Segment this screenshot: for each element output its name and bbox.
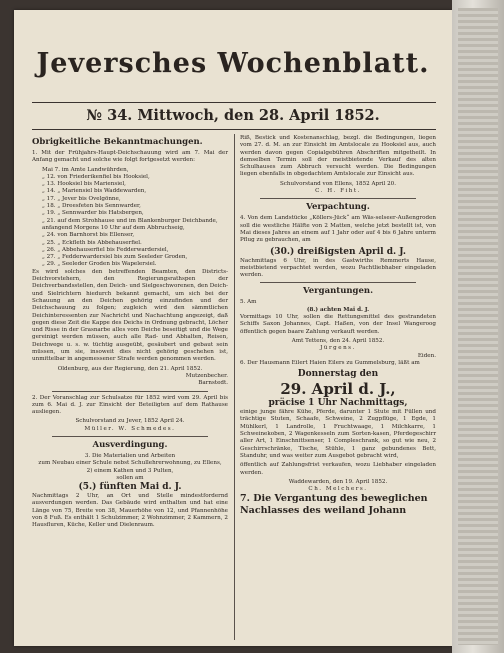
paragraph: 4. Von dem Landstücke „Köllers-Jück“ am Wäs-selseer-Außengroden soll die westliche Hälfte von 2 Matten, welche jetzt bestellt ist, von Mai dieses Jahres an einem auf 1 Jahr oder auf 4 bis 6 Jahre unterm Pflug zu gebrauchen, am	[240, 215, 436, 244]
divider	[52, 391, 208, 392]
list-item: „ 12. von Friederikenfiel bis Hooksiel,	[42, 173, 150, 180]
list-item: „ 18. „ Dreesfeten bis Sennwarder,	[42, 203, 141, 210]
list-item: „ 24. von Barnhorst bis Ellenser,	[42, 232, 135, 239]
paragraph: Nachmittags 6 Uhr, in des Gastwirths Remmerts Hause, meistbietend verpachtet werden, wozu Pachtliebhaber eingeladen werden.	[240, 257, 436, 279]
paragraph: 2. Der Voranschlag zur Schulsatze für 1852 wird vom 29. April bis zum 6. Mai d. J. zur Einsicht der Beteiligten auf dem Rathause ausliegen.	[32, 394, 228, 416]
paragraph: sollen am	[116, 474, 144, 481]
signature-line: Waddewarden, den 19. April 1852.	[288, 478, 388, 485]
list-item: „ 26. „ Abbehauserfiel bis Fedderwardersiel,	[42, 246, 169, 253]
signature-line: Schulvorstand von Ellens, 1852 April 20.	[279, 180, 397, 187]
left-column	[32, 135, 228, 532]
highlighted-day: Donnerstag den	[297, 369, 379, 380]
section-heading: Ausverdingung.	[92, 439, 168, 450]
paragraph: 3. Die Materialien und Arbeiten	[84, 452, 176, 459]
highlighted-date: (30.) dreißigsten April d. J.	[270, 246, 406, 257]
divider	[52, 436, 208, 437]
signature-name: Müller. W. Schmedes.	[84, 425, 176, 432]
signature-name: C. H. Fiht.	[315, 188, 361, 195]
right-column	[240, 135, 436, 516]
signature-name: Barnstedt.	[198, 380, 228, 387]
paragraph: 6. Der Hausmann Eilert Haien Eilers zu Gummelsburg, läßt am	[240, 359, 420, 366]
book-binding-edge	[452, 0, 504, 653]
paragraph: Nachmittags 2 Uhr, an Ort und Stelle mindestfordernd ausverdungen werden. Das Gebäude wird enthalten und hat eine Länge von 75, Breite von 38, Mauerhöhe von 12, und Pfannenhöhe von 8 Fuß. Es enthält 1 Schulzimmer, 2 Wohnzimmer, 2 Kammern, 2 Hausfluren, Küche, Keller und Dielenraum.	[32, 493, 228, 529]
signature-name: Ch. Melchers.	[308, 486, 368, 493]
paragraph: Riß, Bestick und Kostenanschlag, bezgl. die Bedingungen, liegen vom 27. d. M. an zur Einsicht im Amtslocale zu Hooksiel aus, auch werden davon gegen Copialgebühren Abschriften mitgetheilt. In demselben Termin soll der meistbietende Verkauf des alten Schulhauses zum Abbruch versucht werden. Die Bedingungen liegen ebenfalls in obgedachtem Amtslocale zur Einsicht aus.	[240, 135, 436, 178]
binding-texture	[458, 8, 498, 645]
paragraph: 5. Am	[240, 299, 257, 306]
masthead-rule-bottom	[32, 129, 436, 130]
issue-line: № 34. Mittwoch, den 28. April 1852.	[86, 107, 380, 124]
section-heading: Vergantungen.	[302, 286, 374, 297]
highlighted-date: (5.) fünften Mai d. J.	[78, 482, 182, 493]
list-item: „ 19. „ Sennwarder bis Hatsbergen,	[42, 210, 144, 217]
paragraph: öffentlich auf Zahlungsfrist verkaufen, wozu Liebhaber eingeladen werden.	[240, 462, 436, 476]
paragraph: Vormittags 10 Uhr, sollen die Rettungsmittel des gestrandeten Schiffs Saxon Johannes, Capt. Haßen, von der Insel Wangeroog öffentlich gegen baare Zahlung verkauft werden.	[240, 314, 436, 335]
paragraph: zum Neubau einer Schule nebst Schullehrerwohnung, zu Ellens,	[38, 460, 222, 467]
schedule-list	[32, 167, 228, 269]
signature-name: Eiden.	[417, 352, 436, 359]
section-heading: Verpachtung.	[306, 202, 370, 213]
signature-line: Schulvorstand zu Jever, 1852 April 24.	[75, 418, 185, 425]
list-item: „ 25. „ Eckfleth bis Abbehauserfiel.	[42, 239, 142, 246]
highlighted-date: 29. April d. J.,	[280, 380, 396, 399]
column-divider	[234, 134, 235, 640]
section-heading: Obrigkeitliche Bekanntmachungen.	[32, 137, 203, 147]
signature-name: Jürgens.	[320, 345, 356, 352]
list-item: „ 27. „ Fedderwardersiel bis zum Seeleder Groden,	[42, 254, 188, 261]
highlighted-date: (8.) achten Mai d. J.	[306, 306, 370, 313]
masthead-rule-top	[32, 102, 436, 103]
paragraph: einige junge fähre Kühe, Pferde, darunter 1 Stute mit Füllen und trächtige Stuten, Schaafe, Schweine, 2 Zugpflüge, 1 Egde, 1 Mühlkerl, 1 Landrolle, 1 Fruchtwaage, 1 Milchkarre, 1 Schweinekoben, 2 Wagenkesseln zum Sorten-kasen, Pferdegeschirr aller Art, 1 Einschnittsenser, 1 Compleschrank, so gut wie neu, 2 Geschirrschränke, Tische, Stühle, 1 ganz gebundenes Bett, Standuhr, und was weiter zum Ausgebot gebracht wird,	[240, 409, 436, 459]
list-item: „ 29. „ Seeleder Groden bis Wapelersiel.	[42, 261, 157, 268]
signature-name: Mutzenbecher.	[185, 372, 228, 379]
paragraph: Es wird solches den betreffenden Beamten, den Districts-Deichvorstehern, den Regierungsrathspen der Deichverbandsstellen, den Deich- und Sielgeschworenen, den Deich- und Sielrichtern hiedurch bekannt gemacht, um sich bei der Schauung an den Deichen gehörig einzufinden und der Deichschauung zu folgen; zugleich wird den sämmtlichen Deichinteressenten zur Nachricht und Nachachtung angezeigt, daß gegen diese Zeit die Kappe des Deichs in Ordnung gebracht, Löcher und Risse in der Grasnarbe alles vom Deiche beseitigt und die Wege gereinigt werden müssen, auch alle Rad- und Abhalten, Reisen, Deichwege u. s. w. tüchtig ausgeübt, gesäubert und gebaut sein müssen, um sie, insoweit dies nicht gehörig geschehen ist, unmittelbar in angemessener Strafe werden genommen werden.	[32, 268, 228, 363]
masthead: Jeversches Wochenblatt.	[36, 48, 430, 79]
signature-line: Oldenburg, aus der Regierung, den 21. April 1852.	[57, 365, 203, 372]
list-item: Mai 7. im Amte Landwührden,	[42, 166, 129, 173]
divider	[260, 198, 416, 199]
highlighted-time: präcise 1 Uhr Nachmittags,	[268, 398, 408, 409]
list-item: „ 14. „ Mariensiel bis Waddewarden,	[42, 188, 147, 195]
newspaper-page	[14, 10, 452, 646]
list-item: „ 17. „ Jever bis Ovelgönne,	[42, 195, 121, 202]
divider	[260, 282, 416, 283]
list-item: „ 13. Hooksiel bis Mariensiel,	[42, 181, 126, 188]
list-item: „ 21. auf dem Strohhause und im Blankenburger Deichbande, anfangend Morgens 10 Uhr auf dem Abbruchseig,	[42, 217, 218, 231]
paragraph: 1. Mit der Frühjahrs-Haupt-Deichschauung wird am 7. Mai der Anfang gemacht und solche wie folgt fortgesetzt werden:	[32, 150, 228, 164]
paragraph: 2) einem Kathen und 3 Pulten,	[86, 467, 174, 474]
paragraph-heading: 7. Die Vergantung des beweglichen Nachlasses des weiland Johann	[240, 493, 428, 516]
signature-line: Amt Tettens, den 24. April 1852.	[291, 337, 385, 344]
